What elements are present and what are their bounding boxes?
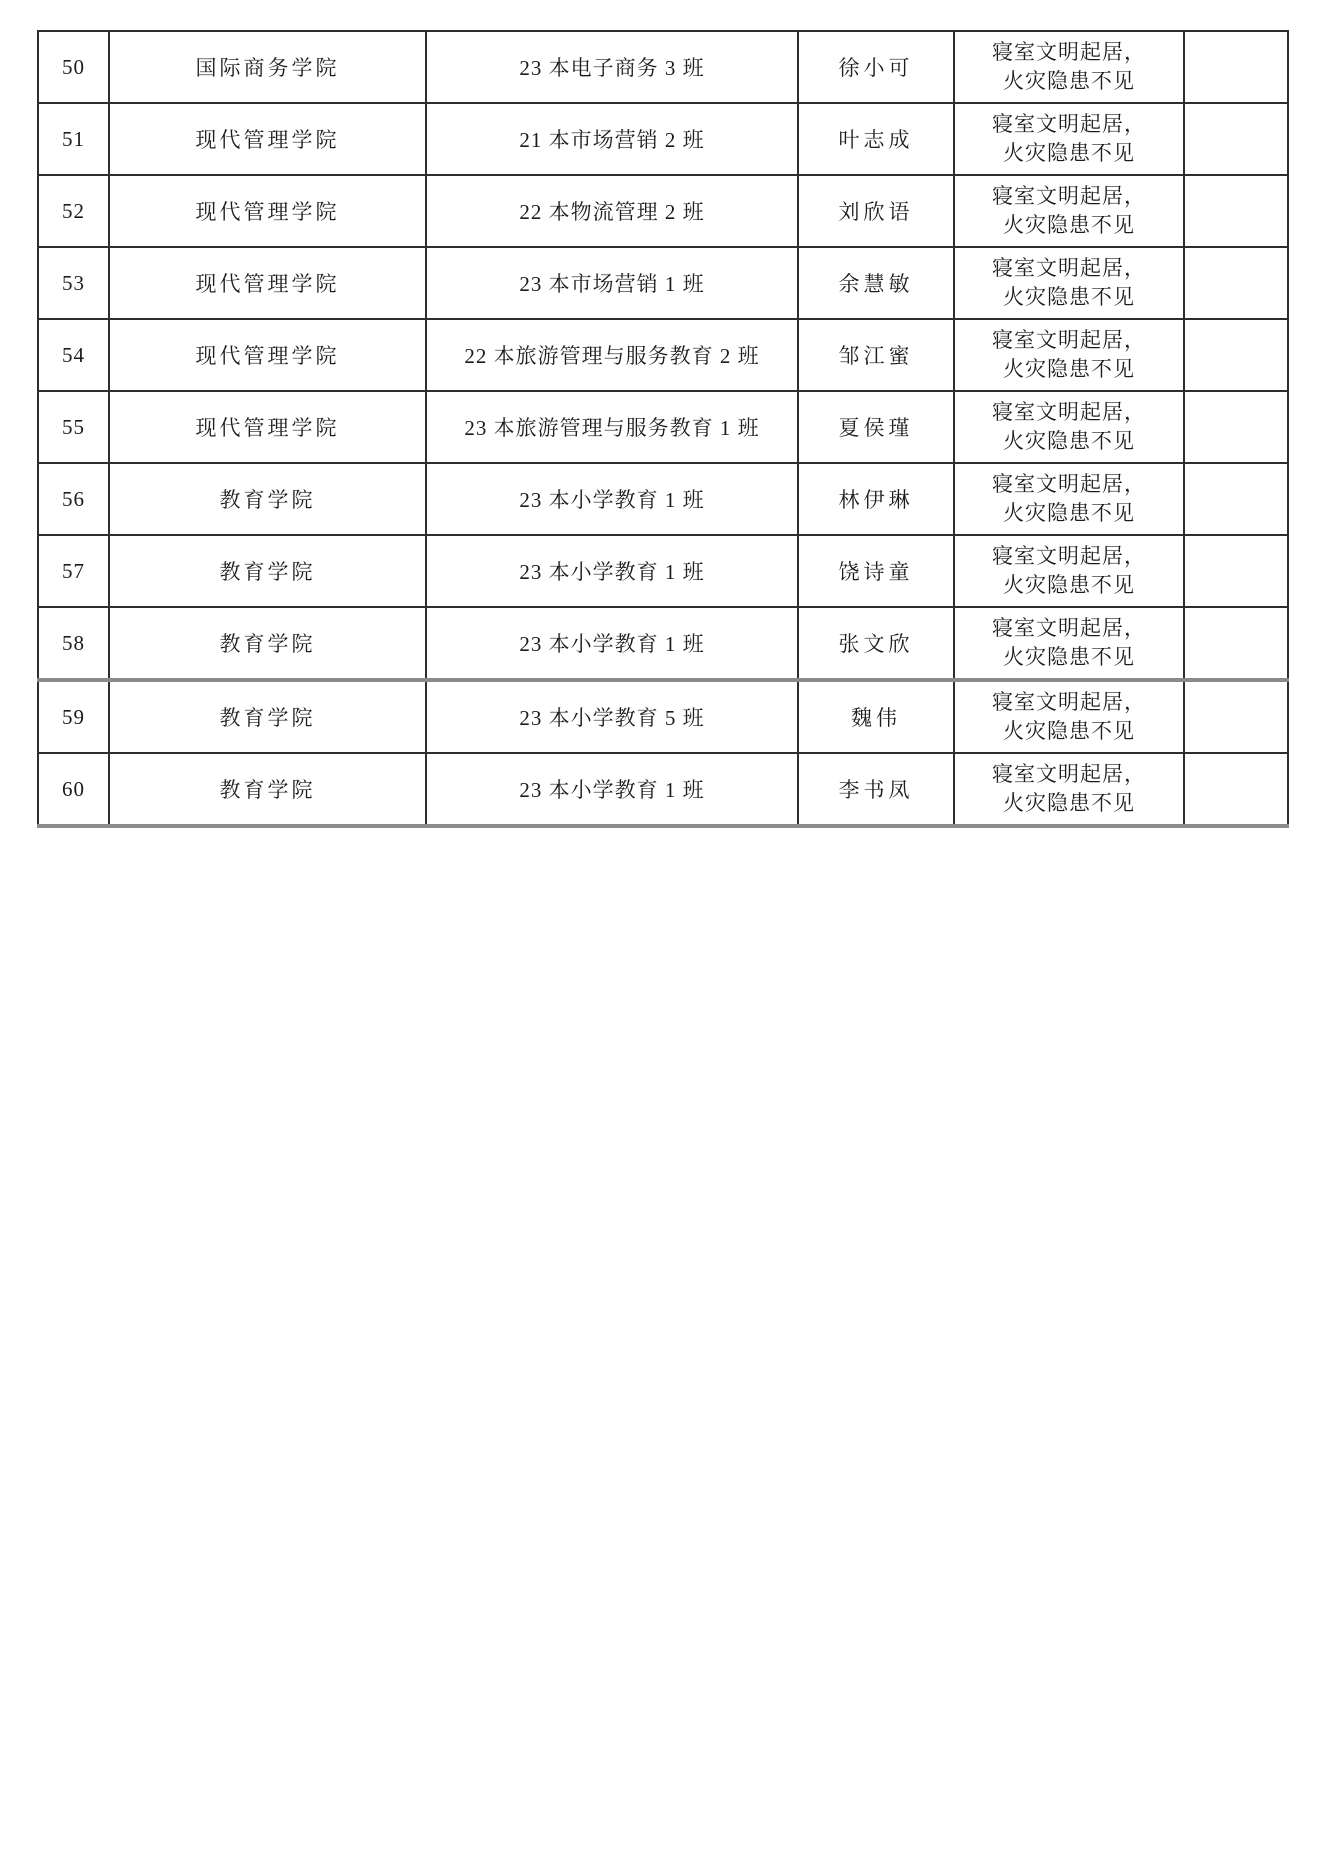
remark-cell <box>954 607 1184 680</box>
college-name: 现代管理学院 <box>109 391 426 463</box>
person-name: 林伊琳 <box>798 463 954 535</box>
remark-line-1: 寝室文明起居， <box>992 112 1146 136</box>
remark-cell <box>954 103 1184 175</box>
remark-line-2: 火灾隐患不见 <box>1003 357 1135 381</box>
person-name: 徐小可 <box>798 31 954 103</box>
class-name: 22 本物流管理 2 班 <box>426 175 798 247</box>
person-name: 邹江蜜 <box>798 319 954 391</box>
blank-cell <box>1184 103 1288 175</box>
table-row <box>38 391 1288 463</box>
class-name: 23 本小学教育 1 班 <box>426 753 798 826</box>
blank-cell <box>1184 607 1288 680</box>
remark-cell <box>954 535 1184 607</box>
class-name: 23 本小学教育 1 班 <box>426 607 798 680</box>
remark-line-1: 寝室文明起居， <box>992 256 1146 280</box>
college-name: 教育学院 <box>109 463 426 535</box>
class-name: 23 本电子商务 3 班 <box>426 31 798 103</box>
blank-cell <box>1184 391 1288 463</box>
row-number: 55 <box>38 391 109 463</box>
remark-cell <box>954 247 1184 319</box>
row-number: 60 <box>38 753 109 826</box>
remark-line-1: 寝室文明起居， <box>992 184 1146 208</box>
person-name: 叶志成 <box>798 103 954 175</box>
college-name: 现代管理学院 <box>109 175 426 247</box>
remark-line-1: 寝室文明起居， <box>992 472 1146 496</box>
blank-cell <box>1184 753 1288 826</box>
row-number: 51 <box>38 103 109 175</box>
remark-line-2: 火灾隐患不见 <box>1003 573 1135 597</box>
class-name: 23 本旅游管理与服务教育 1 班 <box>426 391 798 463</box>
table-row <box>38 103 1288 175</box>
remark-cell <box>954 463 1184 535</box>
college-name: 教育学院 <box>109 753 426 826</box>
remark-line-2: 火灾隐患不见 <box>1003 213 1135 237</box>
row-number: 56 <box>38 463 109 535</box>
remark-line-1: 寝室文明起居， <box>992 40 1146 64</box>
remark-line-2: 火灾隐患不见 <box>1003 285 1135 309</box>
person-name: 魏伟 <box>798 680 954 753</box>
college-name: 现代管理学院 <box>109 103 426 175</box>
table-row <box>38 319 1288 391</box>
class-name: 21 本市场营销 2 班 <box>426 103 798 175</box>
college-name: 教育学院 <box>109 680 426 753</box>
college-name: 现代管理学院 <box>109 319 426 391</box>
row-number: 59 <box>38 680 109 753</box>
college-name: 国际商务学院 <box>109 31 426 103</box>
table-row <box>38 753 1288 826</box>
blank-cell <box>1184 319 1288 391</box>
person-name: 李书凤 <box>798 753 954 826</box>
table-row <box>38 680 1288 753</box>
table-row <box>38 175 1288 247</box>
blank-cell <box>1184 535 1288 607</box>
table-row <box>38 463 1288 535</box>
college-name: 现代管理学院 <box>109 247 426 319</box>
row-number: 57 <box>38 535 109 607</box>
person-name: 饶诗童 <box>798 535 954 607</box>
row-number: 58 <box>38 607 109 680</box>
class-name: 22 本旅游管理与服务教育 2 班 <box>426 319 798 391</box>
blank-cell <box>1184 31 1288 103</box>
remark-line-2: 火灾隐患不见 <box>1003 69 1135 93</box>
remark-line-2: 火灾隐患不见 <box>1003 791 1135 815</box>
records-table <box>37 30 1289 828</box>
remark-cell <box>954 753 1184 826</box>
table-row <box>38 247 1288 319</box>
remark-line-2: 火灾隐患不见 <box>1003 719 1135 743</box>
remark-cell <box>954 319 1184 391</box>
remark-line-2: 火灾隐患不见 <box>1003 501 1135 525</box>
person-name: 刘欣语 <box>798 175 954 247</box>
remark-cell <box>954 31 1184 103</box>
remark-cell <box>954 391 1184 463</box>
class-name: 23 本小学教育 1 班 <box>426 535 798 607</box>
college-name: 教育学院 <box>109 535 426 607</box>
blank-cell <box>1184 463 1288 535</box>
remark-line-2: 火灾隐患不见 <box>1003 645 1135 669</box>
class-name: 23 本小学教育 5 班 <box>426 680 798 753</box>
remark-line-1: 寝室文明起居， <box>992 328 1146 352</box>
table-row <box>38 31 1288 103</box>
blank-cell <box>1184 247 1288 319</box>
row-number: 50 <box>38 31 109 103</box>
table-row <box>38 535 1288 607</box>
table-row <box>38 607 1288 680</box>
class-name: 23 本市场营销 1 班 <box>426 247 798 319</box>
remark-cell <box>954 680 1184 753</box>
blank-cell <box>1184 680 1288 753</box>
remark-line-1: 寝室文明起居， <box>992 762 1146 786</box>
class-name: 23 本小学教育 1 班 <box>426 463 798 535</box>
person-name: 余慧敏 <box>798 247 954 319</box>
row-number: 52 <box>38 175 109 247</box>
row-number: 53 <box>38 247 109 319</box>
remark-line-1: 寝室文明起居， <box>992 690 1146 714</box>
college-name: 教育学院 <box>109 607 426 680</box>
row-number: 54 <box>38 319 109 391</box>
remark-line-1: 寝室文明起居， <box>992 400 1146 424</box>
remark-cell <box>954 175 1184 247</box>
remark-line-2: 火灾隐患不见 <box>1003 141 1135 165</box>
person-name: 张文欣 <box>798 607 954 680</box>
blank-cell <box>1184 175 1288 247</box>
remark-line-2: 火灾隐患不见 <box>1003 429 1135 453</box>
remark-line-1: 寝室文明起居， <box>992 616 1146 640</box>
remark-line-1: 寝室文明起居， <box>992 544 1146 568</box>
person-name: 夏侯瑾 <box>798 391 954 463</box>
